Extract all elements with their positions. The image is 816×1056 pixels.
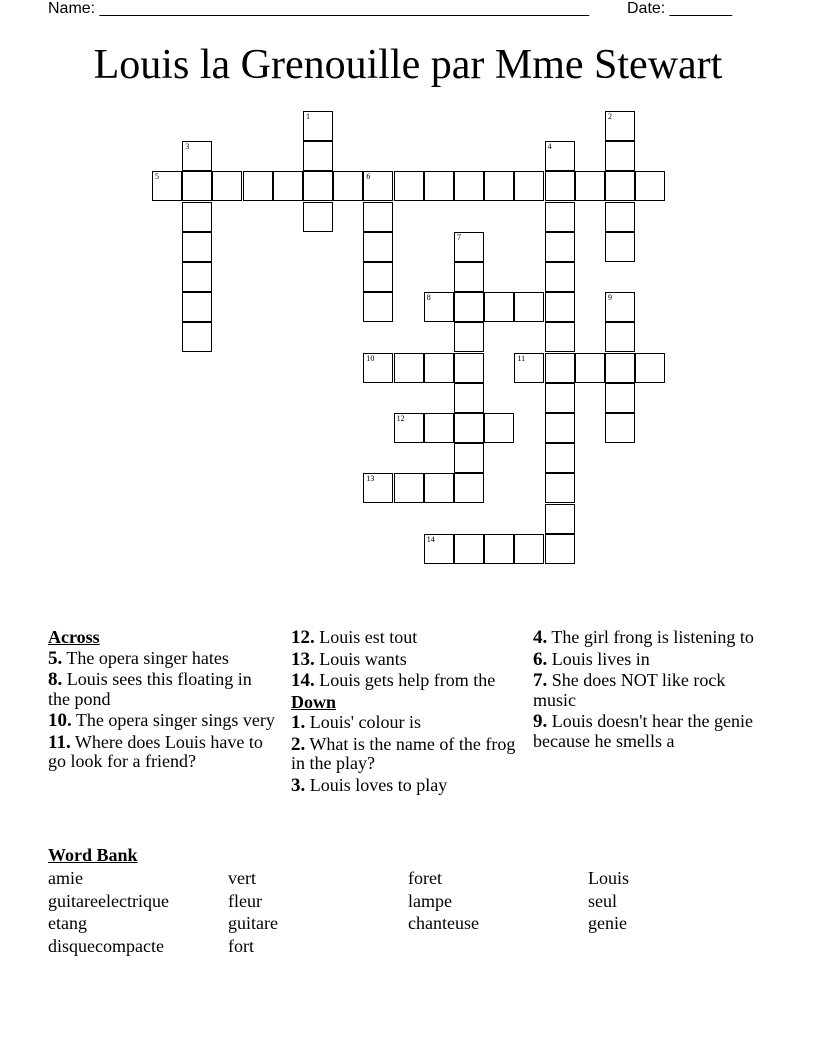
word-bank-heading: Word Bank xyxy=(48,845,138,865)
down-heading: Down xyxy=(291,691,337,712)
crossword-cell[interactable] xyxy=(545,534,575,564)
crossword-cell[interactable] xyxy=(605,353,635,383)
crossword-cell[interactable] xyxy=(605,111,635,141)
clue-item xyxy=(48,711,278,731)
crossword-cell[interactable] xyxy=(363,473,393,503)
crossword-cell[interactable] xyxy=(182,202,212,232)
crossword-cell[interactable] xyxy=(484,292,514,322)
clue-item-number: 13. xyxy=(291,648,315,670)
clue-item xyxy=(48,670,278,709)
word-bank-item: vert xyxy=(228,868,256,888)
crossword-cell[interactable] xyxy=(605,413,635,443)
clue-number: 11 xyxy=(517,353,526,363)
word-bank-item: guitare xyxy=(228,913,278,933)
clue-number: 2 xyxy=(608,112,612,121)
page-title: Louis la Grenouille par Mme Stewart xyxy=(93,42,723,88)
clue-item-text: The opera singer hates xyxy=(62,647,229,668)
clue-item xyxy=(533,671,763,710)
crossword-cell[interactable] xyxy=(545,443,575,473)
crossword-cell[interactable] xyxy=(545,141,575,171)
crossword-cell[interactable] xyxy=(605,322,635,352)
clue-item-text: Louis' colour is xyxy=(305,712,421,732)
crossword-cell[interactable] xyxy=(545,473,575,503)
date-blank: _______ xyxy=(669,0,732,17)
clue-number: 14 xyxy=(426,534,435,544)
clue-item-number: 2. xyxy=(291,733,306,755)
crossword-cell[interactable] xyxy=(424,171,454,201)
name-label: Name: xyxy=(48,0,96,17)
crossword-cell[interactable] xyxy=(454,443,484,473)
clue-number: 7 xyxy=(457,232,461,242)
clue-number: 10 xyxy=(366,353,375,363)
clue-item-number: 6. xyxy=(533,648,548,670)
clue-item-number: 14. xyxy=(291,670,315,691)
clue-item xyxy=(48,649,278,669)
crossword-cell[interactable] xyxy=(454,292,484,322)
clue-item-text: The girl frong is listening to xyxy=(547,627,754,647)
clue-item xyxy=(48,733,278,772)
crossword-cell[interactable] xyxy=(454,353,484,383)
clue-item-number: 7. xyxy=(533,670,548,691)
clue-number: 13 xyxy=(366,474,375,484)
crossword-cell[interactable] xyxy=(545,504,575,534)
crossword-cell[interactable] xyxy=(424,413,454,443)
crossword-cell[interactable] xyxy=(182,292,212,322)
name-blank: _______________________________________________________ xyxy=(99,0,589,17)
crossword-cell[interactable] xyxy=(273,171,303,201)
word-bank-item: lampe xyxy=(408,891,452,911)
crossword-cell[interactable] xyxy=(182,232,212,262)
crossword-cell[interactable] xyxy=(575,171,605,201)
crossword-cell[interactable] xyxy=(605,202,635,232)
clue-item-number: 10. xyxy=(48,710,72,731)
crossword-cell[interactable] xyxy=(605,292,635,322)
clue-number: 9 xyxy=(608,293,612,303)
clue-number: 6 xyxy=(366,172,371,182)
clue-item xyxy=(291,735,521,774)
word-bank-item: amie xyxy=(48,868,83,888)
crossword-cell[interactable] xyxy=(545,413,575,443)
crossword-cell[interactable] xyxy=(605,232,635,262)
crossword-cell[interactable] xyxy=(575,353,605,383)
crossword-cell[interactable] xyxy=(424,534,454,564)
crossword-cell[interactable] xyxy=(303,202,333,232)
clue-number: 12 xyxy=(396,414,405,423)
crossword-cell[interactable] xyxy=(182,171,212,201)
clue-item-text: Louis est tout xyxy=(314,627,418,647)
word-bank-item: genie xyxy=(588,913,627,933)
crossword-cell[interactable] xyxy=(394,171,424,201)
crossword-cell[interactable] xyxy=(363,353,393,383)
crossword-cell[interactable] xyxy=(514,534,544,564)
crossword-cell[interactable] xyxy=(152,171,182,201)
clue-item-text: Louis wants xyxy=(314,648,407,669)
crossword-cell[interactable] xyxy=(484,413,514,443)
clue-item-number: 8. xyxy=(48,669,63,690)
crossword-cell[interactable] xyxy=(545,292,575,322)
crossword-cell[interactable] xyxy=(303,111,333,141)
clue-item-text: The opera singer sings very xyxy=(71,710,275,730)
crossword-cell[interactable] xyxy=(454,322,484,352)
crossword-cell[interactable] xyxy=(514,171,544,201)
clue-item-text: Louis sees this floating in the pond xyxy=(48,669,252,709)
crossword-cell[interactable] xyxy=(635,171,665,201)
clue-item-text: What is the name of the frog in the play? xyxy=(291,733,516,773)
clue-item-text: Where does Louis have to go look for a friend? xyxy=(48,731,263,771)
clue-item-text: Louis lives in xyxy=(547,648,650,669)
crossword-cell[interactable] xyxy=(182,322,212,352)
crossword-cell[interactable] xyxy=(545,232,575,262)
word-bank-item: fort xyxy=(228,936,254,956)
crossword-cell[interactable] xyxy=(454,383,484,413)
crossword-cell[interactable] xyxy=(424,473,454,503)
clue-item xyxy=(533,628,763,648)
date-label: Date: xyxy=(627,0,666,17)
clue-number: 3 xyxy=(185,142,190,152)
crossword-cell[interactable] xyxy=(182,262,212,292)
crossword-cell[interactable] xyxy=(454,232,484,262)
clue-item-number: 3. xyxy=(291,774,306,796)
crossword-cell[interactable] xyxy=(363,171,393,201)
clue-column-1 xyxy=(48,628,278,774)
clue-column-3 xyxy=(533,628,763,753)
word-bank-item: seul xyxy=(588,891,617,911)
crossword-cell[interactable] xyxy=(394,473,424,503)
crossword-cell[interactable] xyxy=(484,534,514,564)
crossword-cell[interactable] xyxy=(394,353,424,383)
word-bank-item: guitareelectrique xyxy=(48,891,169,911)
crossword-cell[interactable] xyxy=(243,171,273,201)
crossword-cell[interactable] xyxy=(424,292,454,322)
crossword-cell[interactable] xyxy=(545,202,575,232)
clue-item xyxy=(533,712,763,751)
crossword-cell[interactable] xyxy=(605,141,635,171)
crossword-cell[interactable] xyxy=(212,171,242,201)
clue-item-number: 11. xyxy=(48,731,71,753)
crossword-cell[interactable] xyxy=(545,322,575,352)
crossword-cell[interactable] xyxy=(454,534,484,564)
crossword-cell[interactable] xyxy=(363,202,393,232)
clue-item-text: Louis loves to play xyxy=(305,774,448,795)
word-bank-item: fleur xyxy=(228,891,262,911)
crossword-cell[interactable] xyxy=(394,413,424,443)
crossword-cell[interactable] xyxy=(514,292,544,322)
clue-item-number: 5. xyxy=(48,647,63,669)
crossword-cell[interactable] xyxy=(363,262,393,292)
clue-item xyxy=(291,671,521,691)
crossword-cell[interactable] xyxy=(635,353,665,383)
crossword-cell[interactable] xyxy=(333,171,363,201)
word-bank-item: Louis xyxy=(588,868,630,888)
clue-item-number: 9. xyxy=(533,711,548,732)
clue-column-2 xyxy=(291,628,521,797)
clue-item-text: She does NOT like rock music xyxy=(533,670,726,710)
across-heading: Across xyxy=(48,627,100,647)
crossword-cell[interactable] xyxy=(454,473,484,503)
crossword-cell[interactable] xyxy=(454,171,484,201)
clue-item-text: Louis gets help from the xyxy=(314,670,496,690)
clue-item-number: 4. xyxy=(533,627,548,648)
crossword-cell[interactable] xyxy=(545,383,575,413)
clue-item xyxy=(291,650,521,670)
crossword-cell[interactable] xyxy=(454,262,484,292)
crossword-cell[interactable] xyxy=(545,353,575,383)
crossword-cell[interactable] xyxy=(424,353,454,383)
crossword-cell[interactable] xyxy=(545,171,575,201)
clue-item xyxy=(533,650,763,670)
crossword-cell[interactable] xyxy=(484,171,514,201)
clue-item-number: 12. xyxy=(291,627,315,648)
word-bank-item: foret xyxy=(408,868,442,888)
word-bank-item: etang xyxy=(48,913,87,933)
crossword-cell[interactable] xyxy=(605,171,635,201)
crossword-cell[interactable] xyxy=(303,141,333,171)
clue-item-text: Louis doesn't hear the genie because he smells a xyxy=(533,711,753,751)
crossword-cell[interactable] xyxy=(545,262,575,292)
word-bank-item: chanteuse xyxy=(408,913,479,933)
clue-item xyxy=(291,713,521,733)
clue-item xyxy=(291,776,521,796)
clue-number: 5 xyxy=(155,172,159,182)
crossword-cell[interactable] xyxy=(514,353,544,383)
crossword-cell[interactable] xyxy=(454,413,484,443)
crossword-cell[interactable] xyxy=(363,232,393,262)
clue-number: 4 xyxy=(547,142,552,152)
crossword-cell[interactable] xyxy=(303,171,333,201)
clue-item-number: 1. xyxy=(291,712,306,733)
word-bank-item: disquecompacte xyxy=(48,936,164,956)
clue-number: 8 xyxy=(426,293,431,303)
crossword-cell[interactable] xyxy=(182,141,212,171)
clue-item xyxy=(291,628,521,648)
crossword-cell[interactable] xyxy=(605,383,635,413)
clue-number: 1 xyxy=(306,112,310,121)
crossword-cell[interactable] xyxy=(363,292,393,322)
